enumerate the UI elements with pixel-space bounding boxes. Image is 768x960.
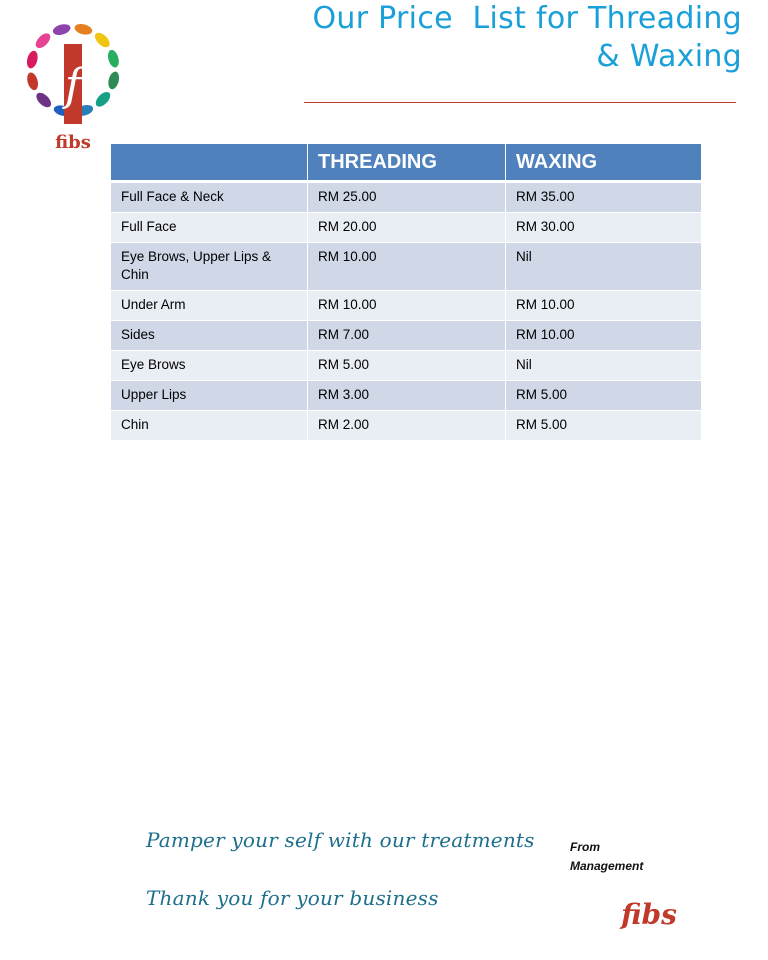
threading-price-cell: RM 3.00 xyxy=(308,381,506,411)
table-row xyxy=(111,291,701,321)
logo-f-letter: f xyxy=(64,60,82,111)
service-cell: Eye Brows, Upper Lips & Chin xyxy=(111,243,308,291)
page-title xyxy=(312,0,742,76)
logo-petal xyxy=(25,50,39,70)
logo-petal xyxy=(33,31,53,51)
price-table-body xyxy=(111,183,701,441)
table-row xyxy=(111,243,701,291)
threading-price-cell: RM 10.00 xyxy=(308,291,506,321)
logo-petal xyxy=(73,22,93,36)
table-row xyxy=(111,321,701,351)
title-underline xyxy=(304,102,736,103)
logo-petal xyxy=(93,89,113,109)
service-cell: Sides xyxy=(111,321,308,351)
logo-petal xyxy=(106,49,120,69)
logo-text: fibs xyxy=(55,132,91,153)
threading-price-cell: RM 25.00 xyxy=(308,183,506,213)
table-row xyxy=(111,411,701,441)
logo-petal xyxy=(107,70,121,90)
waxing-price-cell: RM 35.00 xyxy=(506,183,701,213)
threading-price-cell: RM 2.00 xyxy=(308,411,506,441)
tagline-thank-you: Thank you for your business xyxy=(146,886,439,910)
column-header-threading: THREADING xyxy=(308,144,506,183)
from-management xyxy=(570,838,643,876)
threading-price-cell: RM 5.00 xyxy=(308,351,506,381)
tagline-pamper: Pamper your self with our treatments xyxy=(146,828,535,852)
service-cell: Eye Brows xyxy=(111,351,308,381)
service-cell: Upper Lips xyxy=(111,381,308,411)
management-label: Management xyxy=(570,859,644,873)
title-line-2: & Waxing xyxy=(596,39,742,74)
logo-petal xyxy=(34,90,54,110)
waxing-price-cell: Nil xyxy=(506,351,701,381)
threading-price-cell: RM 10.00 xyxy=(308,243,506,291)
logo-petal xyxy=(92,30,112,50)
waxing-price-cell: RM 30.00 xyxy=(506,213,701,243)
waxing-price-cell: Nil xyxy=(506,243,701,291)
price-table xyxy=(111,144,701,441)
column-header-waxing: WAXING xyxy=(506,144,701,183)
waxing-price-cell: RM 10.00 xyxy=(506,291,701,321)
from-label: From xyxy=(570,840,600,854)
table-row xyxy=(111,351,701,381)
table-header-row xyxy=(111,144,701,183)
threading-price-cell: RM 7.00 xyxy=(308,321,506,351)
table-row xyxy=(111,213,701,243)
table-row xyxy=(111,381,701,411)
fibs-signature-logo xyxy=(618,880,680,942)
table-row xyxy=(111,183,701,213)
column-header-service xyxy=(111,144,308,183)
fibs-logo xyxy=(20,8,130,153)
logo-petal xyxy=(25,71,39,91)
threading-price-cell: RM 20.00 xyxy=(308,213,506,243)
service-cell: Full Face xyxy=(111,213,308,243)
service-cell: Full Face & Neck xyxy=(111,183,308,213)
service-cell: Under Arm xyxy=(111,291,308,321)
service-cell: Chin xyxy=(111,411,308,441)
logo-petal xyxy=(52,22,72,36)
waxing-price-cell: RM 10.00 xyxy=(506,321,701,351)
waxing-price-cell: RM 5.00 xyxy=(506,381,701,411)
fibs-signature-text: fibs xyxy=(621,898,677,931)
title-line-1: Our Price List for Threading xyxy=(312,1,742,36)
waxing-price-cell: RM 5.00 xyxy=(506,411,701,441)
